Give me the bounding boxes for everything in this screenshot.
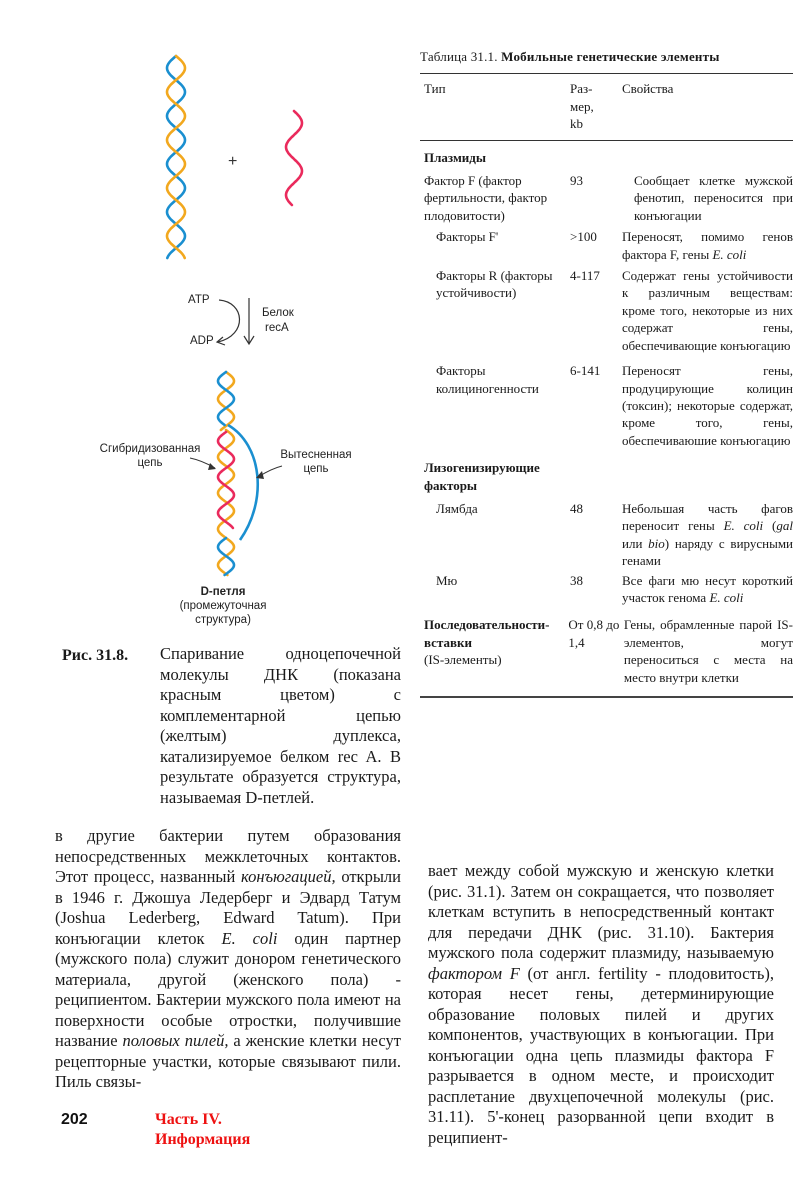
props-text: ( [763,518,777,534]
emphasis-run: половых пилей, [122,1031,229,1050]
row-size: 48 [570,500,583,516]
row-type: Факторы колициногенности [436,363,539,396]
col-header-size-l3: kb [570,116,583,132]
row-size: 38 [570,572,583,588]
page-number: 202 [61,1111,88,1128]
props-italic: E. coli [709,589,744,605]
row-type: Фактор F (фактор фертильности, фактор плодовитости) [424,173,548,223]
text-run: (от англ. fertility - плодовитость), которая несет гены, детерминирующие образование половых пилей и других компонентов, участвующих в конъюгации. При конъюгации одна цепь плазмиды фактора F разрывается в одном месте, и происходит расплетание двухцепочечной молекулы (рис. 31.11). 5'-конец разорванной цепи входит в реципиент- [428,963,774,1147]
props-text: или [622,535,649,551]
hybridized-strand-label [88,442,212,470]
plus-sign: + [228,153,238,170]
row-size: От 0,8 до 1,4 [568,617,620,650]
table-header-row [420,74,793,139]
blue-strand-top [218,372,234,425]
text-run: а женские клетки несут рецепторные участки, которые связывают пили. Пиль связы- [55,1031,401,1091]
adp-label: ADP [190,335,214,347]
row-type [420,616,568,686]
table-title-prefix: Таблица 31.1. [420,49,498,64]
props-text: Все фаги мю несут короткий участок генома [622,572,793,605]
col-header-props: Свойства [622,81,674,97]
displaced-line1: Вытесненная [280,449,352,461]
table-row [420,500,793,570]
row-type: Факторы R (факторы устойчивости) [436,268,553,301]
body-paragraph [55,826,401,1093]
row-props: Сообщает клетке мужской фенотип, переносится при конъюгации [634,173,793,223]
emphasis-run: E. coli [221,928,278,948]
reca-label: recA [265,322,289,334]
d-loop-line3: структура) [195,614,251,626]
figure-caption-text: Спаривание одноцепочечной молекулы ДНК (показана красным цветом) с комплементарной цепью (желтым) дуплекса, катализируемое белком rec A. В результате образуется структура, называемая D-петлей. [160,644,401,807]
protein-label: Белок [262,307,294,319]
d-loop-diagram [0,0,410,640]
col-header-type: Тип [424,81,446,97]
table-row [420,572,793,607]
row-props [622,228,793,263]
props-text: ) наряду с вирусными генами [622,535,793,569]
d-loop-helix [218,372,258,575]
hybridized-line2: цепь [137,457,163,469]
text-run: открыли в 1946 г. Джошуа Ледерберг и Эдвард Татум (Joshua Lederberg, Edward Tatum). При конъюгации клеток [55,867,401,948]
part-heading [155,1110,250,1150]
row-type: Мю [436,572,458,588]
single-strand-dna [286,111,302,205]
emphasis-run: конъюгацией, [241,867,336,886]
table-row-is-elements [420,616,793,686]
atp-label: ATP [188,294,210,306]
row-size: 93 [570,173,583,189]
group-is-elements: Последовательности-вставки [424,617,550,650]
props-italic: E. coli [723,518,764,534]
table-bottom-rule [420,696,793,698]
body-text-right [428,861,774,1148]
text-run: в другие бактерии путем образования непосредственных межклеточных контактов. Этот процесс, названный [55,826,401,886]
group-plasmids: Плазмиды [424,149,487,165]
figure-31-8 [0,0,410,640]
row-size: 4-117 [570,268,600,284]
group-lysogenic: Лизогенизирующие факторы [424,460,540,493]
atp-adp-curved-arrow [218,300,240,342]
row-props: Гены, обрамленные парой IS-элементов, могут переноситься с места на место внутри клетки [623,617,793,685]
red-single-strand [286,111,302,205]
displaced-strand-label [270,448,362,476]
part-line1: Часть IV. [155,1111,222,1128]
props-italic: gal [776,518,793,534]
col-header-size-l2: мер, [570,98,594,114]
row-type: Факторы F' [436,229,499,245]
table-title-text: Мобильные генетические элементы [501,49,720,64]
table-31-1 [420,48,793,698]
row-props: Содержат гены устойчивости к различным веществам: кроме того, некоторые из них содержат гены, обеспечивающие конъюгацию [622,268,793,353]
row-type: Лямбда [436,500,478,516]
table-row [420,267,793,354]
props-italic: E. coli [712,246,747,262]
figure-caption-label: Рис. 31.8. [62,647,129,664]
props-text: Небольшая часть фагов переносит гены [622,500,793,534]
body-paragraph [428,861,774,1148]
d-loop-label [168,585,278,627]
part-line2: Информация [155,1131,251,1148]
props-italic: bio [648,535,665,551]
text-run: вает между собой мужскую и женскую клетки (рис. 31.1). Затем он сокращается, что позволяет клеткам вступить в непосредственный контакт для передачи ДНК (рис. 31.10). Бактерия мужского пола содержит плазмиду, называемую [428,861,774,962]
table-row [420,362,793,449]
group-is-subname: (IS-элементы) [424,652,502,668]
displaced-line2: цепь [303,463,329,475]
col-header-size-l1: Раз- [570,81,593,97]
duplex-dna-helix [167,56,185,258]
col-header-size [570,80,622,132]
row-size: 6-141 [570,363,601,379]
text-run: один партнер (мужского пола) служит донором генетического материала, другой (женского пола) - реципиентом. Бактерии мужского пола имеют на поверхности особые отростки, получившие название [55,928,401,1050]
row-props: Переносят гены, продуцирующие колицин (токсин); некоторые содержат, кроме того, гены, обеспечиваюшие конъюгацию [622,363,793,448]
hybridized-line1: Сгибридизованная [99,443,201,455]
row-props [622,572,793,607]
table-title [420,48,793,65]
table-row [420,228,793,263]
d-loop-line2: (промежуточная [179,600,267,612]
d-loop-line1: D-петля [200,586,246,598]
body-text-left [55,826,401,1093]
row-props [622,500,793,570]
props-text: Переносят, помимо генов фактора F, гены [622,229,793,262]
row-size: >100 [570,229,597,245]
emphasis-run: фактором F [428,963,520,983]
table-row [420,172,793,224]
